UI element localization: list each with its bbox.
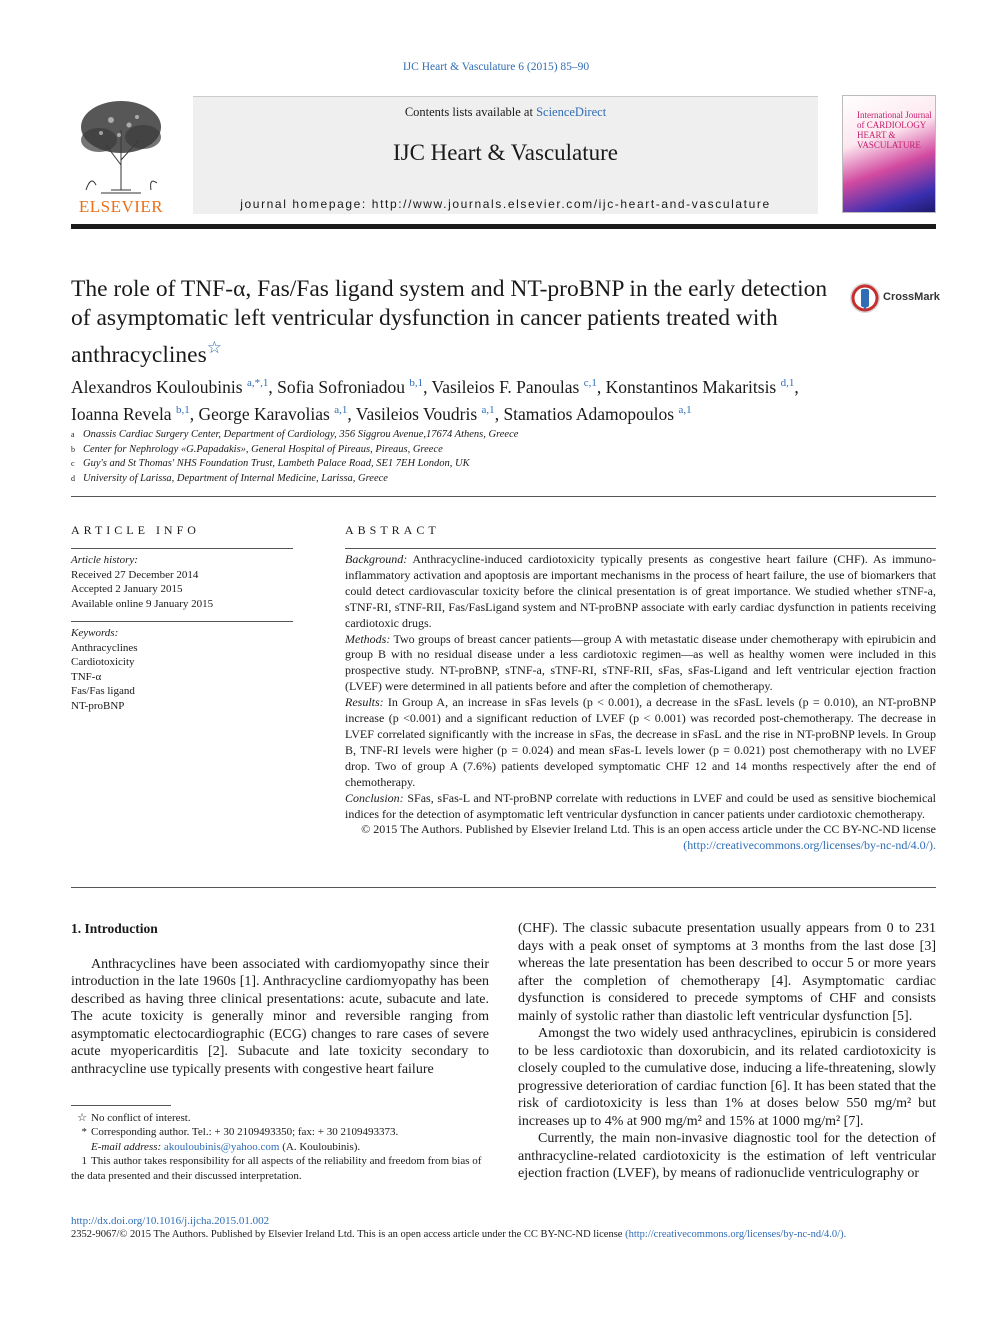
affiliation-letter: d [71, 473, 75, 483]
star-mark: ☆ [77, 1112, 87, 1124]
footnote-text: No conflict of interest. [91, 1112, 191, 1124]
issn-license-line [71, 1229, 936, 1240]
abstract-label: Background: [345, 552, 408, 566]
divider [71, 496, 936, 497]
footnote-text: This author takes responsibility for all aspects of the reliability and freedom from bias of the data presented and their discussed interpretation. [71, 1155, 482, 1182]
contents-line [193, 105, 818, 120]
abstract-body [345, 552, 936, 854]
issn-text: 2352-9067/© 2015 The Authors. Published by Elsevier Ireland Ltd. This is an open access article under the CC BY-NC-ND license [71, 1229, 626, 1240]
abstract-license [345, 822, 936, 854]
footnote-corresponding [71, 1125, 489, 1139]
article-history [71, 553, 293, 611]
abstract-conclusion [345, 791, 936, 823]
author-affiliation-mark[interactable]: b,1 [409, 377, 424, 389]
footnote-star [71, 1111, 489, 1125]
footnote-email [71, 1140, 489, 1154]
affiliation-text: Onassis Cardiac Surgery Center, Department of Cardiology, 356 Siggrou Avenue,17674 Athens, Greece [83, 429, 519, 440]
author-name[interactable]: Ioanna Revela [71, 403, 172, 424]
author-name[interactable]: George Karavolias [198, 403, 330, 424]
history-label: Article history: [71, 554, 138, 566]
divider [71, 887, 936, 888]
body-paragraph: Amongst the two widely used anthracyclines, epirubicin is considered to be less cardiotoxic than doxorubicin, and its related cardiotoxicity is closely coupled to the cumulative dose, inducing a life-threatening, slowly progressive deterioration of cardiac function [6]. It has been stated that the risk of cardiotoxicity is less than 1% at doses below 550 mg/m² but increases up to 4% at 900 mg/m² and 15% at 1000 mg/m² [7]. [518, 1026, 936, 1129]
abstract-text: SFas, sFas-L and NT-proBNP correlate with reductions in LVEF and could be used as sensitive biochemical indices for the detection of asymptomatic left ventricular dysfunction in cancer patients under cardiotoxic chemotherapy. [345, 790, 936, 821]
abstract-text: In Group A, an increase in sFas levels (p < 0.001), a decrease in the sFasL levels (p = 0.010), an NT-proBNP increase (p <0.001) and a significant reduction of LVEF (p < 0.001) was recorded post-chemotherapy. The decrease in LVEF correlated significantly with the increase in sFas, the decrease in sFasL and the rise in NT-proBNP levels. In Group B, TNF-RI levels were higher (p = 0.024) and mean sFas-L levels lower (p = 0.021) post chemotherapy with no LVEF drop. Two of group A (7.6%) patients developed symptomatic CHF 12 and 14 months respectively after the end of chemotherapy. [345, 695, 936, 789]
homepage-url[interactable]: http://www.journals.elsevier.com/ijc-heart-and-vasculature [371, 197, 771, 211]
body-column-right [518, 920, 936, 1183]
body-paragraph: (CHF). The classic subacute presentation usually appears from 0 to 231 days with a peak onset of symptoms at 3 months from the last dose [3] whereas the late presentation has been described to occur 5 or more years after the completion of chemotherapy [4]. Asymptomatic cardiac dysfunction is considered to precede symptoms of CHF and consists mainly of systolic rather than diastolic left ventricular dysfunction [5]. [518, 921, 936, 1024]
author-affiliation-mark[interactable]: c,1 [583, 377, 597, 389]
body-paragraph: Anthracyclines have been associated with cardiomyopathy since their introduction in the late 1960s [1]. Anthracycline cardiomyopathy has been described as having three clinical presentations: acute, subacute and late. The acute toxicity is generally minor and reversible ranging from asymptomatic electocardiographic (ECG) changes to rare cases of severe acute myopericarditis [2]. Subacute and late toxicity secondary to anthracycline use typically presents with congestive heart failure [71, 956, 489, 1077]
affiliation-item [71, 428, 936, 443]
author-name[interactable]: Alexandros Kouloubinis [71, 376, 243, 397]
crossmark-label[interactable]: CrossMark [883, 291, 940, 303]
affiliation-letter: a [71, 430, 75, 439]
abstract-methods [345, 632, 936, 696]
footnote-rule [71, 1105, 171, 1106]
keyword-item: NT-proBNP [71, 699, 125, 712]
abstract-text: Anthracycline-induced cardiotoxicity typically presents as congestive heart failure (CHF). As immuno-inflammatory activation and apoptosis are important mechanisms in the process of heart failure, the use of biomarkers that could detect cardiovascular toxicity before the clinical presentation is of great importance. We studied whether sTNF-a, sTNF-RI, sTNF-RII, Fas/FasLigand system and NT-proBNP associate with early cardiac dysfunction in patients receiving cardiotoxic drugs. [345, 552, 936, 630]
history-online: Available online 9 January 2015 [71, 597, 214, 610]
doi-link[interactable]: http://dx.doi.org/10.1016/j.ijcha.2015.01.002 [71, 1215, 270, 1227]
history-received: Received 27 December 2014 [71, 568, 199, 581]
divider [345, 548, 936, 549]
affiliation-letter: b [71, 444, 75, 454]
author-affiliation-mark[interactable]: b,1 [175, 403, 190, 416]
footnote-1 [71, 1154, 489, 1183]
abstract-text: Two groups of breast cancer patients—group A with metastatic disease under chemotherapy with epirubicin and group B with no residual disease under a less cardiotoxic regimen—as well as healthy women were included in this prospective study. NT-proBNP, sTNF-a, sTNF-RI, sTNF-RII, sFas, sFas-Ligand and left ventricular ejection fraction (LVEF) were determined in all patients before and after the completion of chemotherapy. [345, 631, 936, 694]
affiliation-text: Center for Nephrology «G.Papadakis», General Hospital of Pireaus, Pireaus, Greece [83, 443, 443, 455]
body-column-left [71, 920, 489, 1078]
keyword-item: Cardiotoxicity [71, 656, 135, 668]
author-name[interactable]: Konstantinos Makaritsis [605, 376, 777, 397]
email-link[interactable]: akouloubinis@yahoo.com [163, 1140, 280, 1153]
keywords-label: Keywords: [71, 627, 119, 639]
sciencedirect-link[interactable]: ScienceDirect [536, 105, 607, 119]
affiliation-text: University of Larissa, Department of Internal Medicine, Larissa, Greece [83, 472, 388, 484]
keyword-item: TNF-α [71, 670, 102, 683]
author-affiliation-mark[interactable]: a,1 [334, 403, 348, 416]
journal-reference[interactable]: IJC Heart & Vasculature 6 (2015) 85–90 [402, 61, 590, 73]
abstract-label: Results: [345, 695, 384, 710]
divider [71, 548, 293, 549]
keywords-list [71, 626, 293, 713]
title-star-footnote[interactable]: ☆ [206, 338, 222, 357]
abstract-background [345, 552, 936, 632]
header-rule [71, 224, 936, 229]
author-affiliation-mark[interactable]: a,1 [678, 403, 692, 416]
author-name[interactable]: Stamatios Adamopoulos [503, 403, 675, 424]
journal-homepage [193, 197, 818, 211]
affiliation-item [71, 443, 936, 458]
contents-prefix: Contents lists available at [404, 105, 537, 119]
homepage-prefix: journal homepage: [240, 197, 372, 211]
license-text: © 2015 The Authors. Published by Elsevier Ireland Ltd. This is an open access article under the CC BY-NC-ND license [361, 822, 936, 837]
article-info-heading: ARTICLE INFO [71, 523, 200, 537]
email-suffix: (A. Kouloubinis). [279, 1140, 361, 1153]
author-name[interactable]: Vasileios F. Panoulas [431, 376, 580, 397]
article-title [71, 275, 831, 370]
author-list: Alexandros Kouloubinis $^{a,*,1}$, Sofia Sofroniadou $^{b,1}$, Vasileios F. Panoulas $^{c,1}$, Konstantinos Makaritsis $^{d,1}$, Ioanna Revela $^{b,1}$, George Karavolias $^{a,1}$, Vasileios Voudris $^{a,1}$, Stamatios Adamopoulos $^{a,1}$ [71, 376, 799, 424]
license-link[interactable]: (http://creativecommons.org/licenses/by-nc-nd/4.0/). [683, 838, 936, 853]
abstract-label: Conclusion: [345, 790, 404, 805]
author-name[interactable]: Sofia Sofroniadou [277, 376, 405, 397]
affiliation-list [71, 428, 936, 486]
history-accepted: Accepted 2 January 2015 [71, 583, 183, 595]
footnote-number: 1 [81, 1155, 87, 1168]
affiliation-item [71, 457, 936, 472]
footnote-text: Corresponding author. Tel.: + 30 2109493350; fax: + 30 2109493373. [91, 1126, 399, 1139]
footer-license-link[interactable]: (http://creativecommons.org/licenses/by-nc-nd/4.0/). [625, 1229, 847, 1240]
section-heading-introduction: 1. Introduction [71, 921, 158, 936]
affiliation-item [71, 472, 936, 487]
author-affiliation-mark[interactable]: a,1 [481, 403, 495, 416]
abstract-results [345, 695, 936, 790]
affiliation-text: Guy's and St Thomas' NHS Foundation Trust, Lambeth Palace Road, SE1 7EH London, UK [83, 458, 470, 469]
affiliation-letter: c [71, 459, 75, 468]
article-title-text: The role of TNF-α, Fas/Fas ligand system and NT-proBNP in the early detection of asymptomatic left ventricular dysfunction in cancer patients treated with anthracyclines [71, 276, 828, 368]
divider [71, 621, 293, 622]
author-name[interactable]: Vasileios Voudris [355, 403, 478, 424]
crossmark-icon [847, 281, 883, 317]
keyword-item: Anthracyclines [71, 641, 138, 654]
footnotes [71, 1111, 489, 1183]
keyword-item: Fas/Fas ligand [71, 685, 135, 697]
cover-title: International Journal of CARDIOLOGY HEART & VASCULATURE [857, 110, 932, 150]
body-paragraph: Currently, the main non-invasive diagnostic tool for the detection of anthracycline-related cardiotoxicity is the estimation of left ventricular ejection fraction (LVEF), by means of radionuclide ventriculography or [518, 1131, 936, 1181]
abstract-label: Methods: [345, 631, 391, 646]
author-affiliation-mark[interactable]: a,*,1 [246, 377, 269, 389]
elsevier-wordmark: ELSEVIER [78, 197, 164, 216]
abstract-heading: ABSTRACT [345, 523, 440, 537]
email-label: E-mail address: [91, 1140, 162, 1153]
journal-name: IJC Heart & Vasculature [392, 140, 619, 165]
journal-cover-image[interactable] [842, 95, 936, 213]
author-affiliation-mark[interactable]: d,1 [780, 377, 795, 389]
asterisk-mark: * [81, 1126, 87, 1139]
